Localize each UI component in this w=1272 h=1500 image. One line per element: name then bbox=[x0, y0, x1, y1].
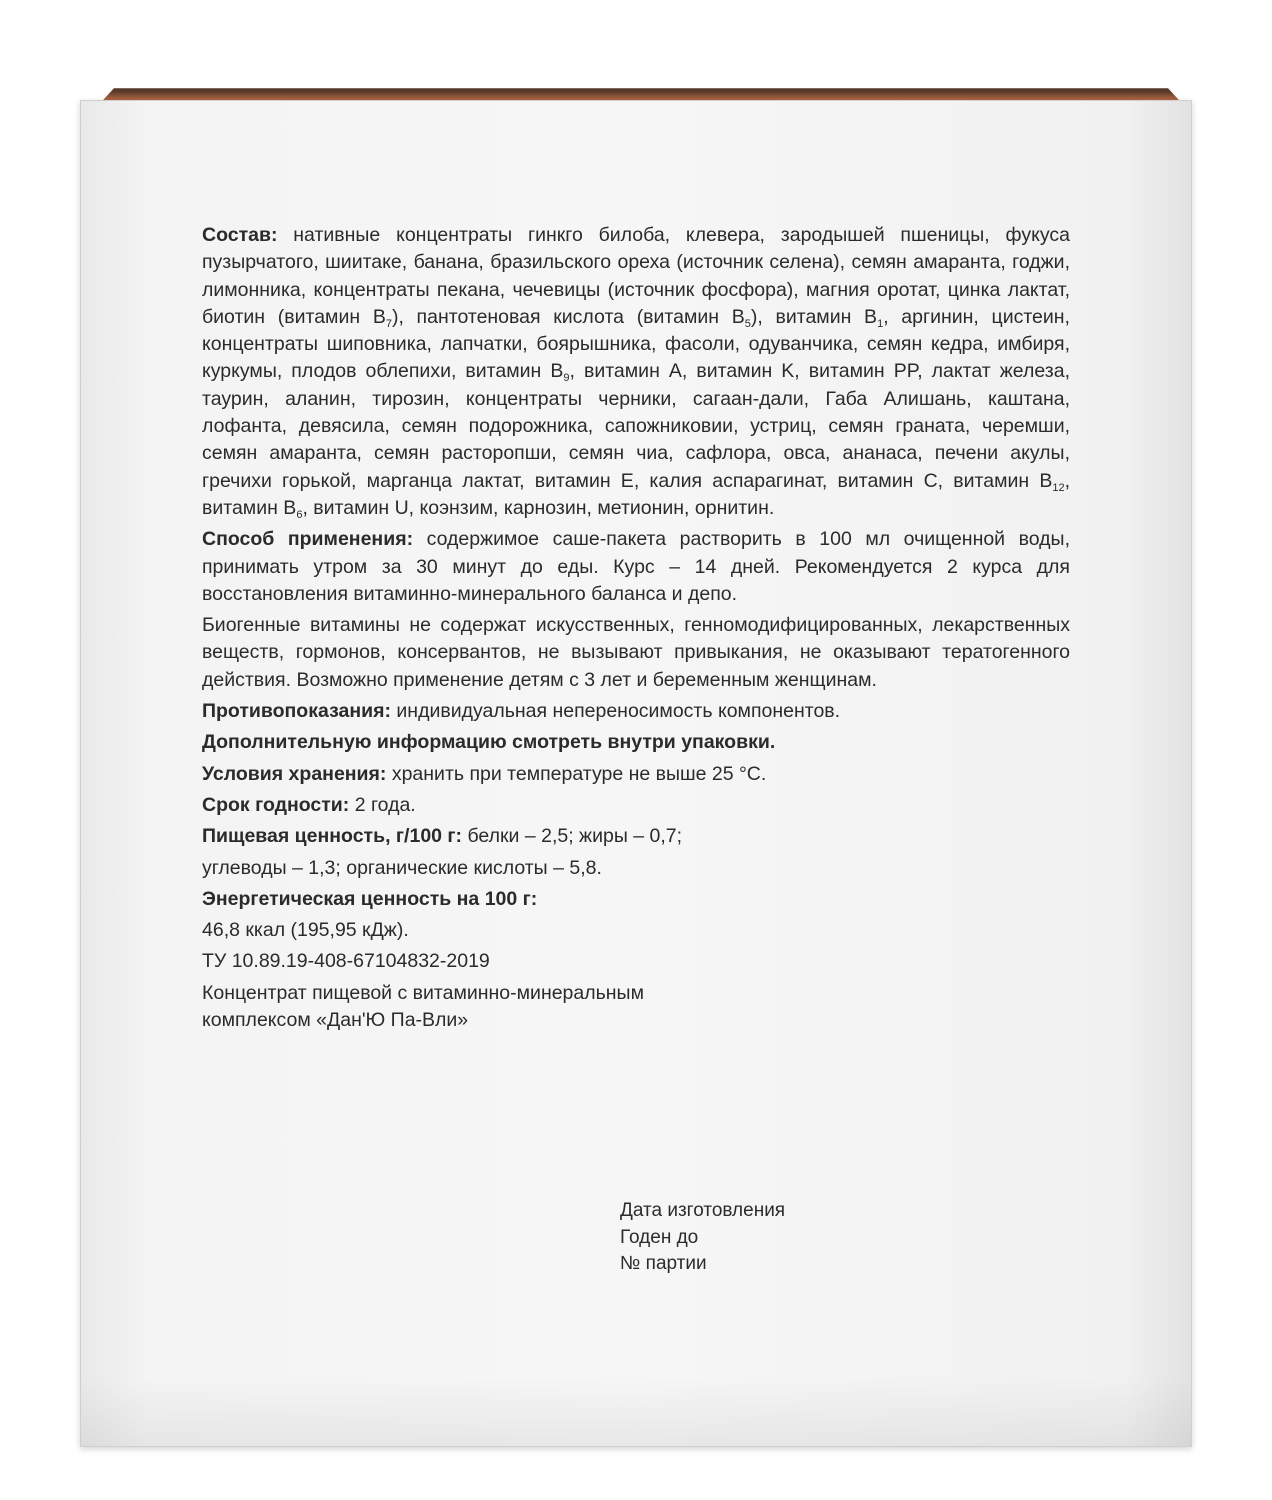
contraindications-label: Противопоказания: bbox=[202, 700, 391, 723]
extra-info-line: Дополнительную информацию смотреть внутри упаковки. bbox=[202, 731, 776, 754]
contraindications-text: индивидуальная непереносимость компонентов. bbox=[390, 700, 841, 723]
date-block bbox=[620, 1198, 785, 1278]
contraindications-line bbox=[202, 698, 1070, 725]
tu-code: ТУ 10.89.19-408-67104832-2019 bbox=[202, 950, 490, 973]
composition-text: ), пантотеновая кислота (витамин B bbox=[391, 305, 745, 328]
subscript: 12 bbox=[1052, 481, 1065, 494]
composition-text: , аргинин, цистеин, концентраты шиповника, лапчатки, боярышника, фасоли, одуванчика, семян кедра, имбиря, куркумы, плодов облепихи, витамин B bbox=[202, 305, 1070, 383]
shelf-life-text: 2 года. bbox=[349, 793, 416, 816]
nutrition-text-1: белки – 2,5; жиры – 0,7; bbox=[462, 825, 683, 848]
composition-text: , витамин A, витамин K, витамин PP, лактат железа, таурин, аланин, тирозин, концентраты черники, сагаан-дали, Габа Алишань, каштана, лофанта, девясила, семян подорожника, сапожниковии, устриц, семян граната, черемши, семян амаранта, семян расторопши, семян чиа, сафлора, овса, ананаса, печени акулы, гречихи горькой, марганца лактат, витамин E, калия аспарагинат, витамин C, витамин B bbox=[202, 360, 1070, 492]
expiry-date-label: Годен до bbox=[620, 1226, 699, 1248]
batch-number-label: № партии bbox=[620, 1253, 707, 1274]
product-description-2: комплексом «Дан'Ю Па-Вли» bbox=[202, 1009, 469, 1032]
composition-text: ), витамин B bbox=[750, 305, 878, 328]
composition-text: нативные концентраты гинкго билоба, клевера, зародышей пшеницы, фукуса пузырчатого, шиитаке, банана, бразильского ореха (источник селена), семян амаранта, годжи, лимонника, концентраты пекана, чечевицы (источник фосфора), магния оротат, цинка лактат, биотин (витамин B bbox=[202, 224, 1070, 328]
nutrition-line-2: углеводы – 1,3; органические кислоты – 5,8. bbox=[202, 856, 602, 879]
storage-line bbox=[202, 761, 1070, 788]
usage-label: Способ применения: bbox=[202, 528, 414, 551]
usage-paragraph bbox=[202, 526, 1070, 608]
shelf-life-line bbox=[202, 792, 1070, 819]
manufacture-date-label: Дата изготовления bbox=[620, 1200, 786, 1221]
nutrition-label: Пищевая ценность, г/100 г: bbox=[202, 825, 463, 848]
composition-paragraph bbox=[202, 222, 1070, 522]
subscript: 5 bbox=[744, 317, 751, 330]
nutrition-line-1 bbox=[202, 823, 1070, 850]
storage-label: Условия хранения: bbox=[202, 762, 387, 785]
subscript: 7 bbox=[385, 317, 392, 330]
shelf-life-label: Срок годности: bbox=[202, 793, 350, 816]
energy-label: Энергетическая ценность на 100 г: bbox=[202, 887, 538, 910]
composition-text: , витамин U, коэнзим, карнозин, метионин, орнитин. bbox=[302, 496, 775, 519]
subscript: 1 bbox=[877, 317, 884, 330]
usage-text: содержимое саше-пакета растворить в 100 мл очищенной воды, принимать утром за 30 минут до еды. Курс – 14 дней. Рекомендуется 2 курса для восстановления витаминно-минерального баланса и депо. bbox=[202, 528, 1070, 605]
storage-text: хранить при температуре не выше 25 °С. bbox=[386, 762, 767, 785]
subscript: 6 bbox=[296, 508, 303, 521]
composition-text: , витамин B bbox=[202, 469, 1070, 519]
note-paragraph: Биогенные витамины не содержат искусственных, генномодифицированных, лекарственных веществ, гормонов, консервантов, не вызывают привыкания, не оказывают тератогенного действия. Возможно применение детям с 3 лет и беременным женщинам. bbox=[202, 614, 1070, 691]
energy-value: 46,8 ккал (195,95 кДж). bbox=[202, 919, 409, 942]
label-text bbox=[202, 222, 1070, 1034]
product-description-1: Концентрат пищевой с витаминно-минеральным bbox=[202, 981, 644, 1004]
subscript: 9 bbox=[563, 372, 570, 385]
composition-label: Состав: bbox=[202, 224, 278, 246]
